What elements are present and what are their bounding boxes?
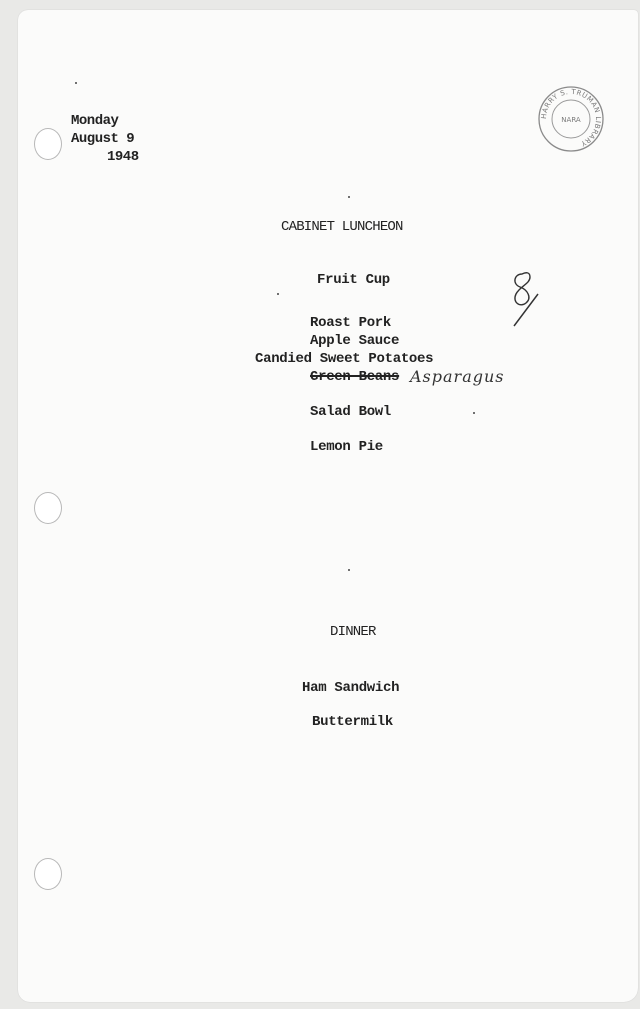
menu-item-roast-pork: Roast Pork [310, 315, 392, 331]
date-month-day: August 9 [71, 131, 135, 147]
menu-item-apple-sauce: Apple Sauce [310, 333, 400, 349]
binder-hole-top [34, 128, 62, 160]
menu-item-lemon-pie: Lemon Pie [310, 439, 383, 455]
date-year: 1948 [107, 149, 139, 165]
menu-item-candied-sweet-potatoes: Candied Sweet Potatoes [255, 351, 434, 367]
dinner-heading: DINNER [330, 624, 376, 640]
document-page [18, 10, 638, 1002]
menu-item-fruit-cup: Fruit Cup [317, 272, 390, 288]
luncheon-heading: CABINET LUNCHEON [281, 219, 403, 235]
binder-hole-bottom [34, 858, 62, 890]
handwritten-page-mark [406, 168, 550, 330]
stamp-ring-text: HARRY S. TRUMAN LIBRARY [539, 87, 603, 148]
page-mark-text: 8 [406, 168, 407, 169]
date-weekday: Monday [71, 113, 119, 129]
menu-item-buttermilk: Buttermilk [312, 714, 394, 730]
menu-item-green-beans-struck: Green Beans [310, 369, 400, 385]
paper-speck [473, 412, 475, 414]
stamp-center-text: NARA [561, 116, 581, 124]
menu-item-ham-sandwich: Ham Sandwich [302, 680, 400, 696]
paper-speck [75, 82, 77, 84]
binder-hole-middle [34, 492, 62, 524]
paper-speck [348, 196, 350, 198]
paper-speck [277, 293, 279, 295]
handwritten-asparagus: Asparagus [410, 367, 505, 386]
library-stamp [536, 84, 606, 154]
menu-item-salad-bowl: Salad Bowl [310, 404, 392, 420]
paper-speck [348, 569, 350, 571]
